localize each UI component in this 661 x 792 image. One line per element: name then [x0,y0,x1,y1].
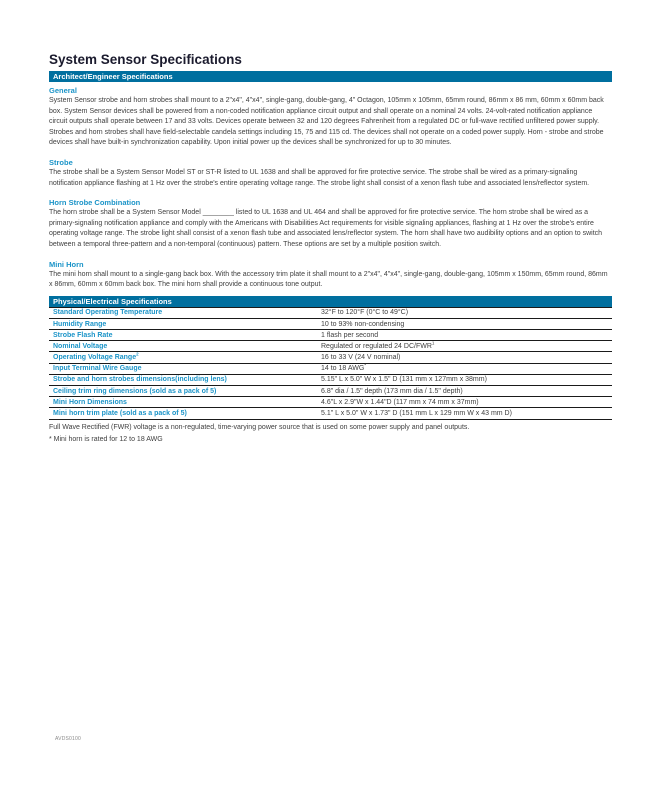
spec-table-body [49,307,612,419]
spec-label: Strobe and horn strobes dimensions(including lens) [49,374,319,385]
strobe-heading: Strobe [49,157,73,167]
spec-value: 16 to 33 V (24 V nominal) [319,352,612,363]
footnote-fwr: Full Wave Rectified (FWR) voltage is a non-regulated, time-varying power source that is used on some power supply and panel outputs. [49,423,470,431]
spec-value: 1 flash per second [319,330,612,341]
spec-value: Regulated or regulated 24 DC/FWR$^1$ [319,341,612,352]
spec-row [49,330,612,341]
general-paragraph: System Sensor strobe and horn strobes shall mount to a 2"x4", 4"x4", single-gang, double-gang, 4" Octagon, 105mm x 105mm, 65mm round, 86mm x 86 mm, 60mm x 60mm back box. System Sensor devices shall be powered from a non-coded notification appliance circuit output and shall operate on a nominal 24 volts. 24-volt-rated notification appliance circuit outputs shall operate between 17 and 33 volts. Devices operate between 32 and 120 degrees Fahrenheit from a regulated DC or full-wave rectified unfiltered power supply. Strobes and horn strobes shall have field-selectable candela settings including 15, 75 and 115 cd. The devices shall not operate on a coded power supply. Horn - strobe and strobe devices shall have built-in synchronization capability. Upon initial power up the devices shall be synchronized for up to 30 minutes. [49,97,604,147]
physical-specs-header-label: Physical/Electrical Specifications [53,296,172,306]
page-title: System Sensor Specifications [49,52,242,67]
strobe-paragraph: The strobe shall be a System Sensor Model ST or ST-R listed to UL 1638 and shall be approved for fire protective service. The strobe shall be wired as a primary-signaling notification appliance flashing at 1 Hz over the strobe's entire operating voltage range. The strobe light shall consist of a xenon flash tube and associated lens/reflector system. [49,168,590,187]
spec-value: 6.8" dia / 1.5" depth (173 mm dia / 1.5" depth) [319,386,612,397]
spec-row [49,307,612,318]
document-code: AVDS0100 [55,736,81,742]
mini-horn-paragraph: The mini horn shall mount to a single-gang back box. With the accessory trim plate it shall mount to a 2"x4", 4"x4", single-gang, double-gang, 105mm x 150mm, 65mm round, 86mm x 86mm, 60mm x 60mm back box. The mini horn shall provide a continuous tone output. [49,270,608,289]
spec-label: Operating Voltage Range$^2$ [49,352,319,363]
spec-label: Mini Horn Dimensions [49,397,319,408]
horn-strobe-paragraph: The horn strobe shall be a System Sensor Model ________ listed to UL 1638 and UL 464 and shall be approved for fire protective service. The horn strobe shall be wired as a primary-signaling notification appliance and comply with the Americans with Disabilities Act requirements for visible signaling appliances, flashing at 1 Hz over the strobe's entire operating voltage range. The strobe light shall consist of a xenon flash tube and associated lens/reflector system. The horn shall have two audibility options and an option to switch between a temporal three-pattern and a non-temporal (continuous) pattern. These options are set by a multiple position switch. [49,209,603,248]
spec-label: Strobe Flash Rate [49,330,319,341]
spec-label: Ceiling trim ring dimensions (sold as a pack of 5) [49,386,319,397]
spec-label: Nominal Voltage [49,341,319,352]
spec-row [49,408,612,419]
physical-specs-header-bar [49,296,612,307]
spec-value: 5.1" L x 5.0" W x 1.73" D (151 mm L x 129 mm W x 43 mm D) [319,408,612,419]
spec-label: Input Terminal Wire Gauge [49,363,319,374]
spec-value: 5.15" L x 5.0" W x 1.5" D (131 mm x 127mm x 38mm) [319,374,612,385]
general-heading: General [49,86,77,95]
spec-label: Standard Operating Temperature [49,307,319,318]
spec-value: 14 to 18 AWG* [319,363,612,374]
spec-row [49,318,612,329]
footnote-mini-horn: * Mini horn is rated for 12 to 18 AWG [49,436,163,444]
spec-row [49,363,612,374]
spec-value: 32°F to 120°F (0°C to 49°C) [319,307,612,318]
spec-value: 4.6"L x 2.9"W x 1.44"D (117 mm x 74 mm x 37mm) [319,397,612,408]
spec-value: 10 to 93% non-condensing [319,318,612,329]
spec-row [49,374,612,385]
spec-row [49,397,612,408]
architect-specs-header-bar [49,71,612,82]
spec-label: Mini horn trim plate (sold as a pack of 5) [49,408,319,419]
spec-row [49,386,612,397]
horn-strobe-heading: Horn Strobe Combination [49,198,141,208]
architect-specs-header-label: Architect/Engineer Specifications [53,72,173,81]
spec-row [49,341,612,352]
spec-table [49,307,612,420]
spec-label: Humidity Range [49,318,319,329]
spec-row [49,352,612,363]
mini-horn-heading: Mini Horn [49,259,84,269]
